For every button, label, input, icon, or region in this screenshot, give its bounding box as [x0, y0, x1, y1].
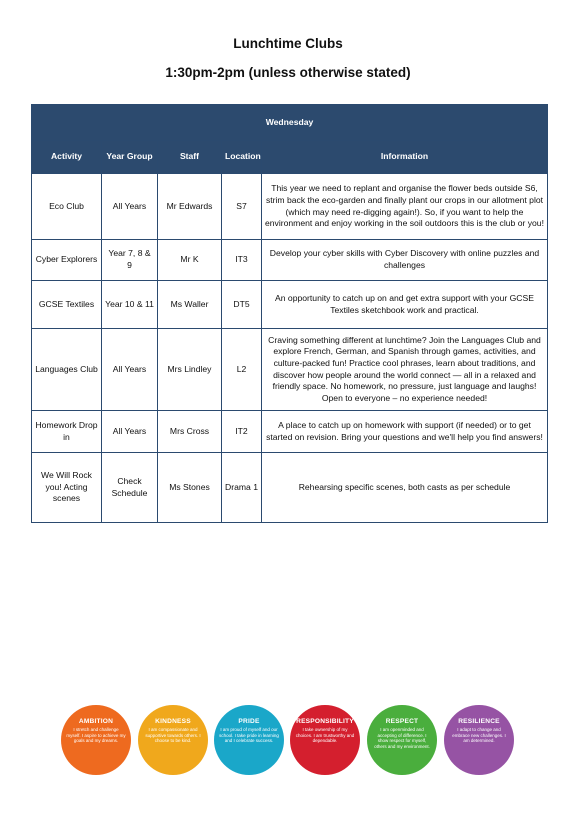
value-circle-kindness: [138, 705, 208, 775]
staff-cell: Mrs Cross: [158, 411, 222, 453]
activity-cell: Cyber Explorers: [32, 240, 102, 281]
year-group-cell: Year 10 & 11: [102, 281, 158, 329]
value-circle-resilience: [444, 705, 514, 775]
staff-cell: Ms Stones: [158, 453, 222, 523]
value-title: PRIDE: [238, 718, 260, 725]
column-header-staff: Staff: [158, 141, 222, 174]
activity-cell: We Will Rock you! Acting scenes: [32, 453, 102, 523]
value-text: I am openminded and accepting of difference. I show respect for myself, others and my environment.: [374, 727, 430, 749]
value-title: RESILIENCE: [458, 718, 500, 725]
value-title: KINDNESS: [155, 718, 191, 725]
clubs-table: [31, 104, 548, 523]
information-cell: Rehearsing specific scenes, both casts as per schedule: [262, 453, 548, 523]
information-cell: A place to catch up on homework with support (if needed) or to get started on revision. Bring your questions and we'll help you find answers!: [262, 411, 548, 453]
year-group-cell: All Years: [102, 411, 158, 453]
value-title: RESPONSIBILITY: [296, 718, 354, 725]
activity-cell: Languages Club: [32, 329, 102, 411]
year-group-cell: All Years: [102, 174, 158, 240]
staff-cell: Mr Edwards: [158, 174, 222, 240]
activity-cell: Eco Club: [32, 174, 102, 240]
value-circle-ambition: [61, 705, 131, 775]
activity-cell: Homework Drop in: [32, 411, 102, 453]
table-row: [32, 453, 548, 523]
staff-cell: Ms Waller: [158, 281, 222, 329]
location-cell: IT3: [222, 240, 262, 281]
table-row: [32, 411, 548, 453]
value-circle-pride: [214, 705, 284, 775]
information-cell: Develop your cyber skills with Cyber Discovery with online puzzles and challenges: [262, 240, 548, 281]
column-header-information: Information: [262, 141, 548, 174]
value-text: I am proud of myself and our school. I take pride in learning and I celebrate success.: [219, 727, 279, 744]
activity-cell: GCSE Textiles: [32, 281, 102, 329]
value-text: I adapt to change and embrace new challenges. I am determined.: [452, 727, 506, 744]
value-text: I take ownership of my choices. I am trustworthy and dependable.: [295, 727, 355, 744]
value-circle-responsibility: [290, 705, 360, 775]
table-row: [32, 174, 548, 240]
table-row: [32, 240, 548, 281]
table-row: [32, 329, 548, 411]
year-group-cell: Check Schedule: [102, 453, 158, 523]
value-title: AMBITION: [78, 718, 114, 725]
information-cell: This year we need to replant and organise the flower beds outside S6, strim back the eco-garden and finally plant our crops in our allotment plot (which may need re-digging again!). So, if you want to help the environment and enjoy working in the soil outdoors this is the club or you!: [262, 174, 548, 240]
location-cell: Drama 1: [222, 453, 262, 523]
staff-cell: Mrs Lindley: [158, 329, 222, 411]
staff-cell: Mr K: [158, 240, 222, 281]
year-group-cell: All Years: [102, 329, 158, 411]
value-text: I am compassionate and supportive towards others. I choose to be kind.: [145, 727, 201, 744]
column-header-activity: Activity: [32, 141, 102, 174]
page-subtitle: 1:30pm-2pm (unless otherwise stated): [165, 65, 411, 80]
location-cell: IT2: [222, 411, 262, 453]
value-text: I stretch and challenge myself. I aspire to achieve my goals and my dreams.: [66, 727, 126, 744]
day-header: Wednesday: [32, 105, 548, 141]
page-title: Lunchtime Clubs: [233, 36, 343, 51]
value-title: RESPECT: [385, 718, 419, 725]
school-values: [61, 705, 515, 775]
column-header-year-group: Year Group: [102, 141, 158, 174]
location-cell: L2: [222, 329, 262, 411]
location-cell: S7: [222, 174, 262, 240]
value-circle-respect: [367, 705, 437, 775]
information-cell: Craving something different at lunchtime? Join the Languages Club and explore French, German, and Spanish through games, activities, and culture-packed fun! Practice cool phrases, learn about traditions, and discover how people around the world connect — all in a relaxed and friendly space. No homework, no pressure, just language and laughs! Open to everyone – no experience needed!: [262, 329, 548, 411]
location-cell: DT5: [222, 281, 262, 329]
year-group-cell: Year 7, 8 & 9: [102, 240, 158, 281]
table-row: [32, 281, 548, 329]
column-header-location: Location: [222, 141, 262, 174]
information-cell: An opportunity to catch up on and get extra support with your GCSE Textiles sketchbook work and practical.: [262, 281, 548, 329]
